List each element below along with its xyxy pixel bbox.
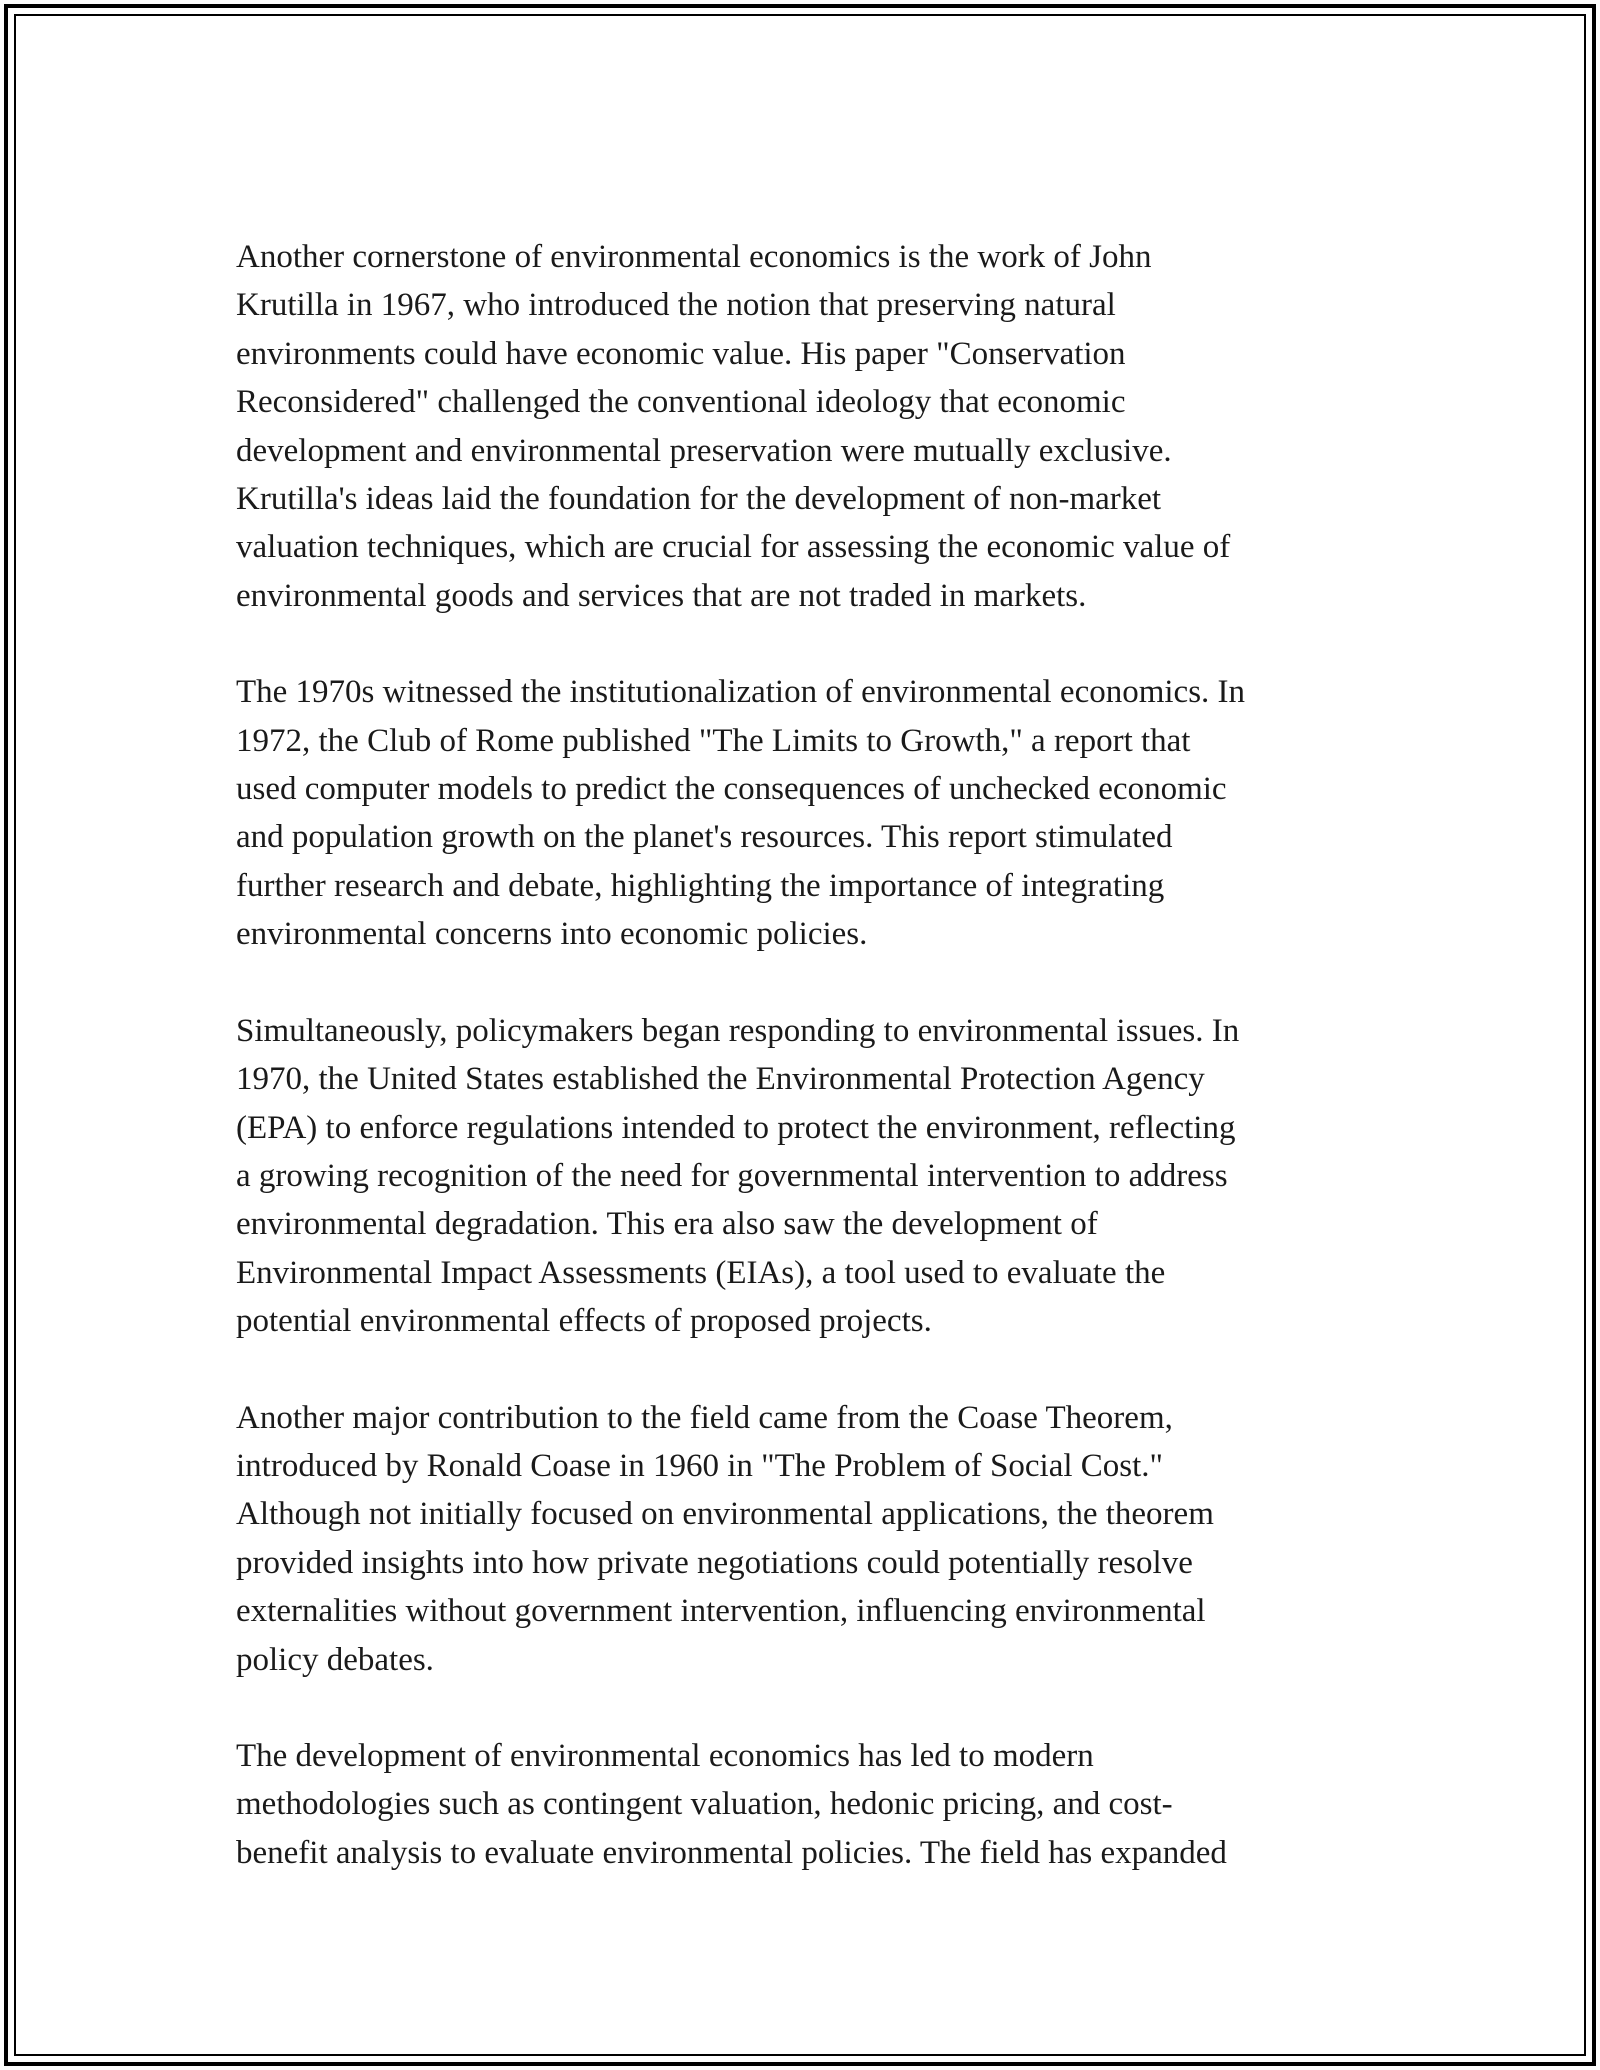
paragraph-modern-methods	[236, 1732, 1371, 1877]
text-line: 1970, the United States established the Environmental Protection Agency	[236, 1061, 1205, 1098]
text-line: environments could have economic value. His paper "Conservation	[236, 335, 1126, 372]
text-line: potential environmental effects of proposed projects.	[236, 1303, 932, 1340]
text-line: Krutilla in 1967, who introduced the notion that preserving natural	[236, 287, 1116, 324]
text-line: Environmental Impact Assessments (EIAs), a tool used to evaluate the	[236, 1254, 1166, 1291]
text-line: Krutilla's ideas laid the foundation for the development of non-market	[236, 481, 1162, 518]
text-line: a growing recognition of the need for governmental intervention to address	[236, 1157, 1228, 1194]
text-line: policy debates.	[236, 1641, 434, 1678]
text-line: environmental goods and services that are not traded in markets.	[236, 577, 1087, 614]
text-line: Reconsidered" challenged the conventional ideology that economic	[236, 384, 1126, 421]
text-line: and population growth on the planet's resources. This report stimulated	[236, 819, 1173, 856]
text-line: valuation techniques, which are crucial for assessing the economic value of	[236, 529, 1231, 566]
text-line: Another cornerstone of environmental economics is the work of John	[236, 239, 1152, 275]
text-line: Simultaneously, policymakers began responding to environmental issues. In	[236, 1012, 1240, 1049]
text-line: provided insights into how private negotiations could potentially resolve	[236, 1544, 1193, 1581]
text-line: further research and debate, highlighting the importance of integrating	[236, 867, 1165, 904]
text-line: (EPA) to enforce regulations intended to protect the environment, reflecting	[236, 1109, 1236, 1146]
text-line: 1972, the Club of Rome published "The Limits to Growth," a report that	[236, 722, 1191, 759]
text-line: development and environmental preservation were mutually exclusive.	[236, 432, 1172, 469]
text-line: Another major contribution to the field came from the Coase Theorem,	[236, 1399, 1173, 1436]
text-line: The development of environmental economics has led to modern	[236, 1737, 1094, 1774]
text-line: methodologies such as contingent valuation, hedonic pricing, and cost-	[236, 1786, 1173, 1823]
document-body	[236, 233, 1371, 1925]
paragraph-coase	[236, 1394, 1371, 1684]
text-line: introduced by Ronald Coase in 1960 in "The Problem of Social Cost."	[236, 1447, 1163, 1484]
text-line: benefit analysis to evaluate environmental policies. The field has expanded	[236, 1834, 1227, 1871]
text-line: environmental concerns into economic policies.	[236, 916, 868, 953]
paragraph-krutilla	[236, 233, 1371, 620]
text-line: environmental degradation. This era also saw the development of	[236, 1206, 1098, 1243]
text-line: externalities without government intervention, influencing environmental	[236, 1593, 1206, 1630]
paragraph-1970s	[236, 668, 1371, 958]
text-line: Although not initially focused on environmental applications, the theorem	[236, 1496, 1214, 1533]
text-line: used computer models to predict the consequences of unchecked economic	[236, 771, 1227, 808]
text-line: The 1970s witnessed the institutionalization of environmental economics. In	[236, 674, 1246, 711]
paragraph-policymakers	[236, 1007, 1371, 1346]
